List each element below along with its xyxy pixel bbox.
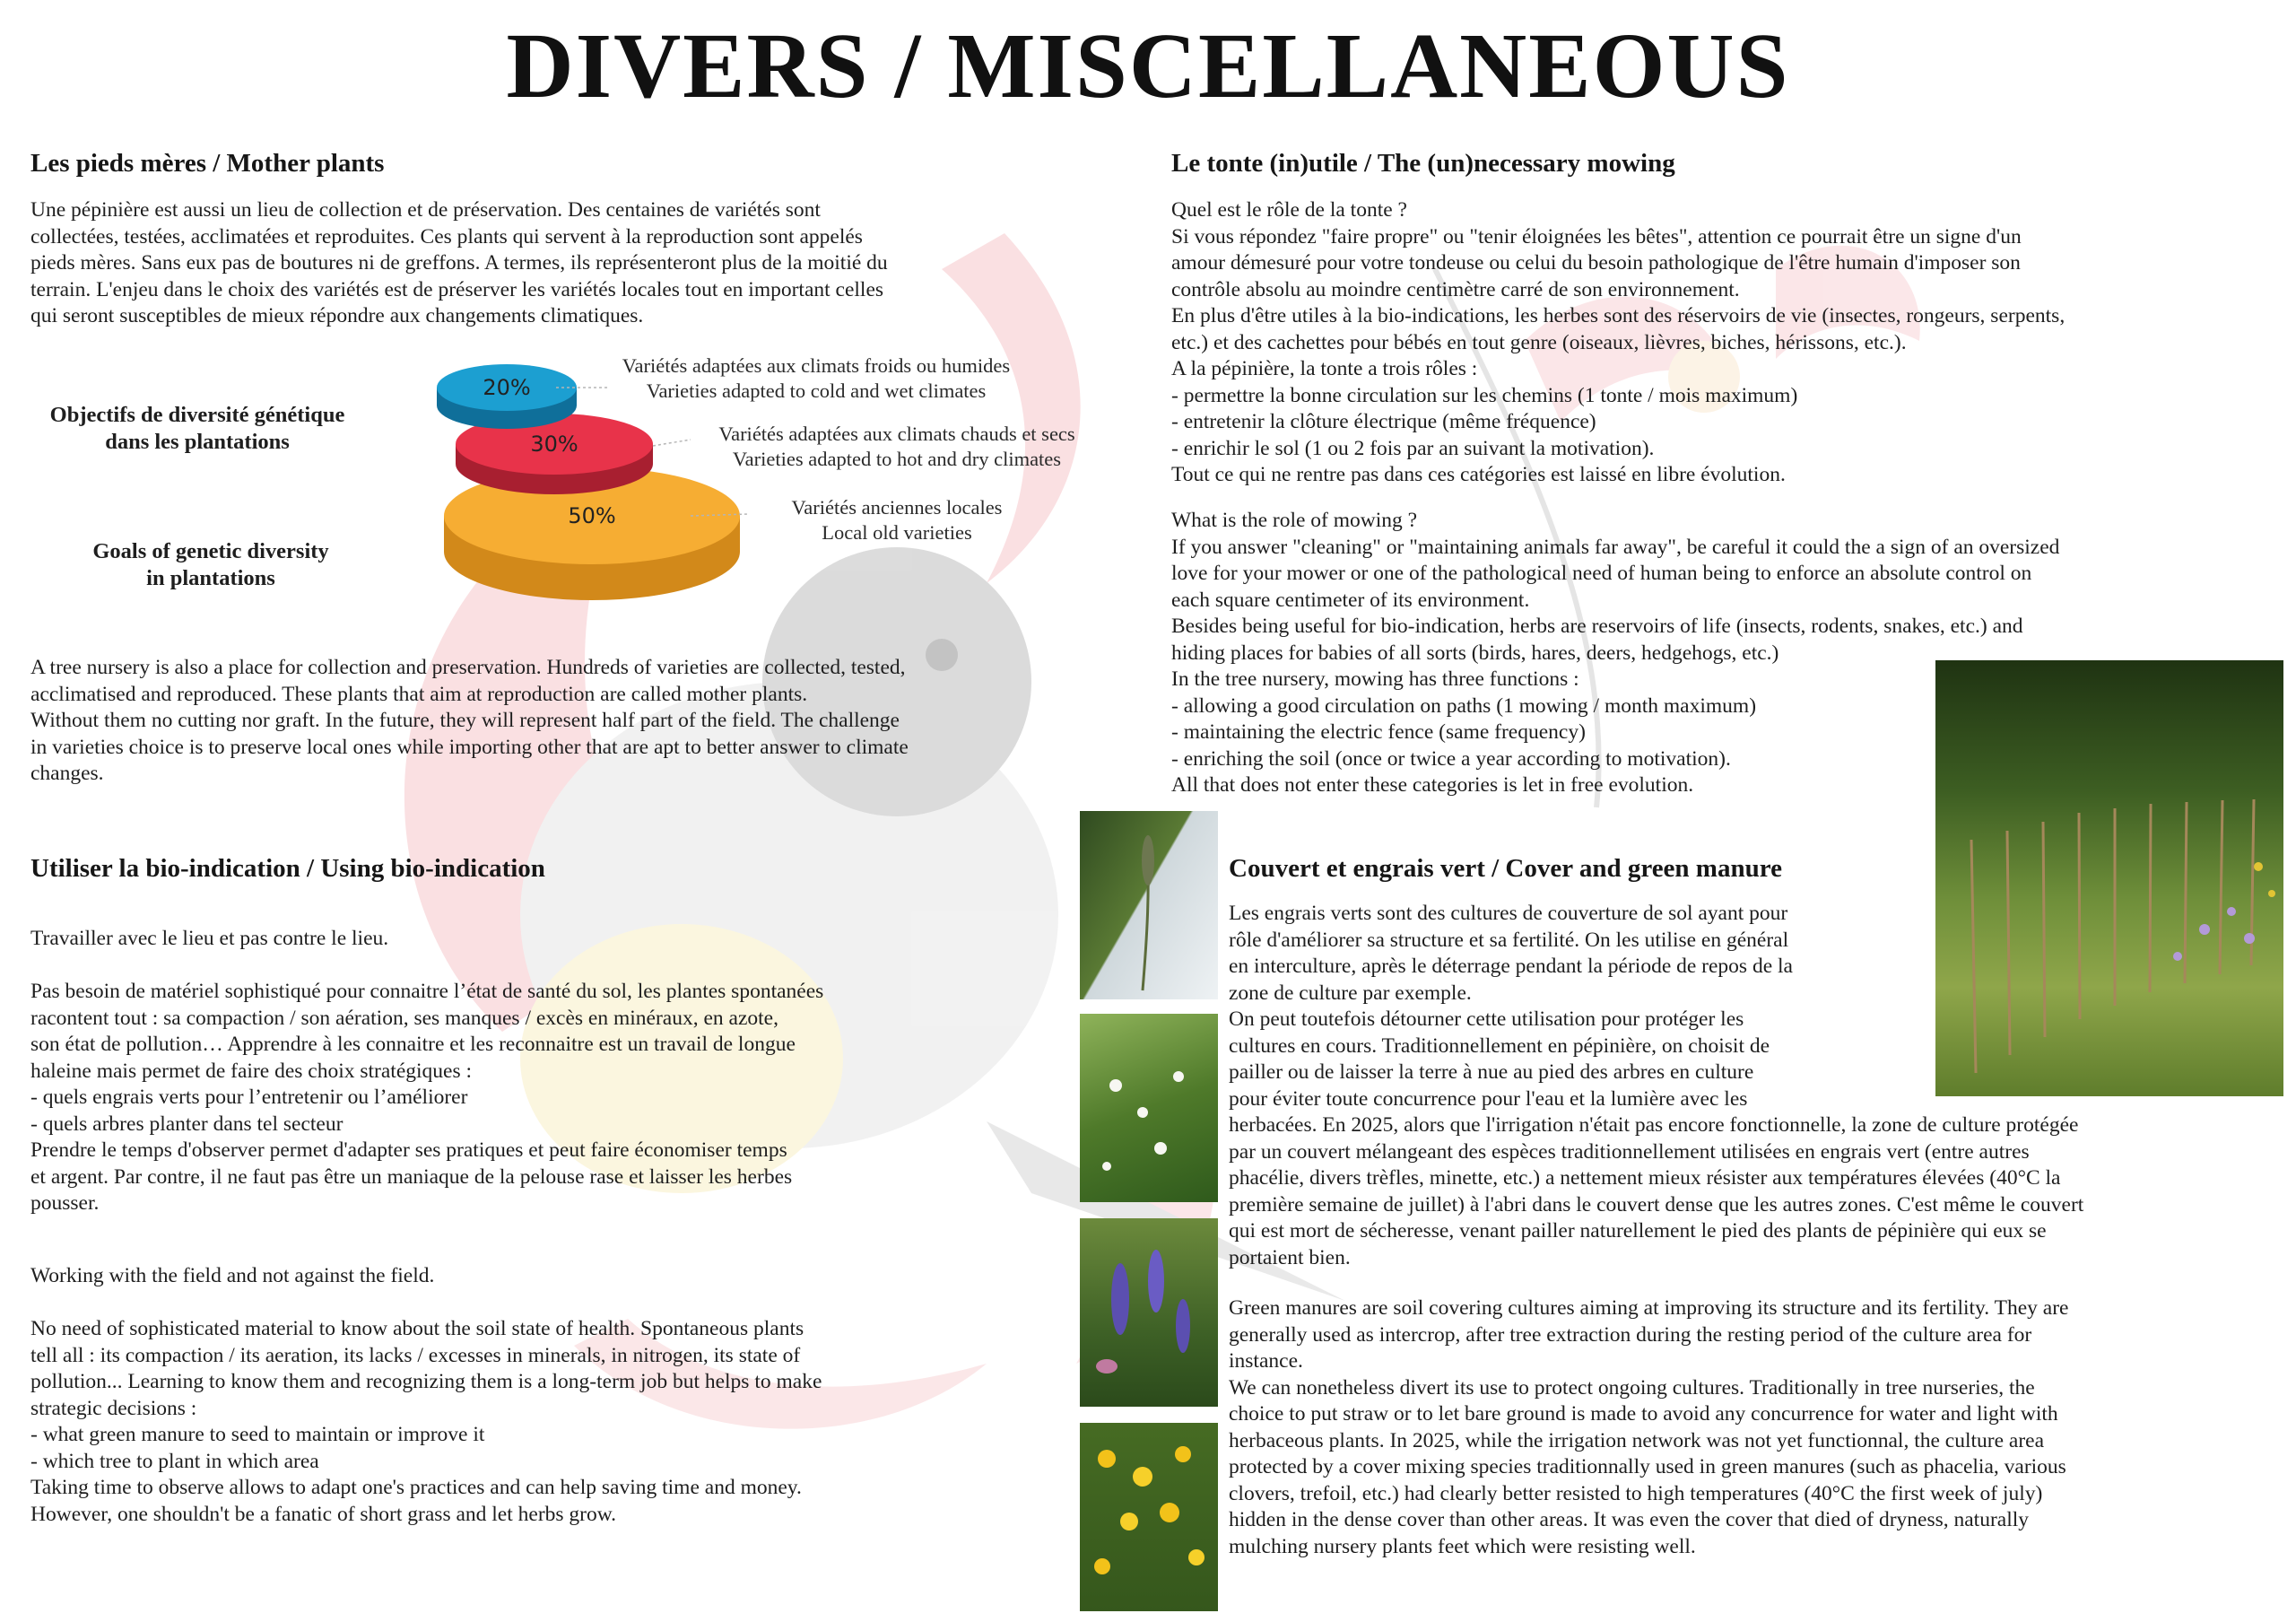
cover-heading: Couvert et engrais vert / Cover and green manure	[1229, 854, 1782, 883]
bioindication-fr-text: Travailler avec le lieu et pas contre le lieu. Pas besoin de matériel sophistiqué pour connaitre l’état de santé du sol, les plantes spontanées racontent tout : sa compaction / son aération, ses manques / excès en minéraux, en azote, son état de pollution… Apprendre à les connaitre et les reconnaitre est un travail de longue haleine mais permet de faire des choix stratégiques : - quels engrais verts pour l’entretenir ou l’améliorer - quels arbres planter dans tel secteur Prendre le temps d'observer permet d'adapter ses pratiques et peut faire économiser temps et argent. Par contre, il ne faut pas être un maniaque de la pelouse rase et laisser les herbes pousser.	[30, 927, 824, 1215]
photo-stake	[2007, 831, 2010, 1055]
photo-nursery-field	[1935, 660, 2283, 1096]
photo-yellow-flower	[1098, 1450, 1116, 1468]
mother-plants-heading: Les pieds mères / Mother plants	[30, 149, 385, 178]
photo-purple-spike	[1176, 1299, 1190, 1353]
photo-white-flower	[1154, 1142, 1167, 1155]
photo-stake	[2079, 813, 2080, 1019]
mowing-en-text: What is the role of mowing ? If you answer "cleaning" or "maintaining animals far away", be careful it could the a sign of an oversized love for your mower or one of the pathological need of human being to enforce an absolute control on each square centimeter of its environment. Besides being useful for bio-indication, herbs are reservoirs of life (insects, rodents, snakes, etc.) and hiding places for babies of all sorts (birds, hares, deers, hedgehogs, etc.) In the tree nursery, mowing has three functions : - allowing a good circulation on paths (1 mowing / month maximum) - maintaining the electric fence (same frequency) - enriching the soil (once or twice a year according to motivation). All that does not enter these categories is let in free evolution.	[1171, 509, 2060, 797]
chart-value-label-30: 30%	[530, 432, 578, 457]
photo-yellow-flower	[1094, 1558, 1110, 1574]
mowing-fr-text: Quel est le rôle de la tonte ? Si vous répondez "faire propre" ou "tenir éloignées les bêtes", attention ce pourrait être un signe d'un amour démesuré pour votre tondeuse ou celui du besoin pathologique de l'être humain d'imposer son contrôle absolu au moindre centimètre carré de son environnement. En plus d'être utiles à la bio-indications, les herbes sont des réservoirs de vie (insectes, rongeurs, serpents, etc.) et des cachettes pour bébés en tout genre (oiseaux, lièvres, biches, hérissons, etc.). A la pépinière, la tonte a trois rôles : - permettre la bonne circulation sur les chemins (1 tonte / mois maximum) - entretenir la clôture électrique (même fréquence) - enrichir le sol (1 ou 2 fois par an suivant la motivation). Tout ce qui ne rentre pas dans ces catégories est laissé en libre évolution.	[1171, 198, 2066, 486]
chart-legend-20: Variétés adaptées aux climats froids ou humides Varieties adapted to cold and wet climates	[622, 354, 1011, 402]
photo-white-flower	[1102, 1162, 1111, 1171]
photo-purple-sage	[1080, 1218, 1218, 1407]
photo-yellow-flower	[1160, 1503, 1179, 1522]
photo-purple-spike	[1148, 1250, 1164, 1312]
chart-legend-30: Variétés adaptées aux climats chauds et secs Varieties adapted to hot and dry climates	[718, 423, 1075, 470]
photo-yellow-flower	[1188, 1549, 1205, 1565]
mowing-heading: Le tonte (in)utile / The (un)necessary mowing	[1171, 149, 1675, 178]
bioindication-heading: Utiliser la bio-indication / Using bio-indication	[30, 854, 545, 883]
chart-title-fr: Objectifs de diversité génétique dans les plantations	[49, 403, 345, 454]
photo-stake	[2043, 822, 2045, 1037]
chart-disc-20	[437, 364, 577, 429]
photo-yellow-flowers	[1080, 1423, 1218, 1611]
page-title: DIVERS / MISCELLANEOUS	[506, 14, 1790, 118]
cover-fr-text-narrow: Les engrais verts sont des cultures de couverture de sol ayant pour rôle d'améliorer sa structure et sa fertilité. On les utilise en général en interculture, après le déterrage pendant la période de repos de la zone de culture par exemple. On peut toutefois détourner cette utilisation pour protéger les cultures en cours. Traditionnellement en pépinière, on choisit de pailler ou de laisser la terre à nue au pied des arbres en culture pour éviter toute concurrence pour l'eau et la lumière avec les	[1229, 902, 1793, 1111]
photo-white-flower	[1173, 1071, 1184, 1082]
photo-purple-blossom	[2199, 924, 2210, 935]
photo-yellow-flower	[1133, 1467, 1152, 1487]
photo-yellow-blossom	[2268, 890, 2275, 897]
photo-yellow-blossom	[2254, 862, 2263, 871]
cover-fr-text-wide: herbacées. En 2025, alors que l'irrigation n'était pas encore fonctionnelle, la zone de culture protégée par un couvert mélangeant des espèces traditionnellement utilisées en engrais vert (entre autres phacélie, divers trèfles, minette, etc.) a nettement mieux résister aux températures élevées (40°C la première semaine de juillet) à l'abri dans le couvert dense que les autres zones. C'est même le couvert qui est mort de sécheresse, venant pailler naturellement le pied des plants de pépinière qui eux se portaient bien.	[1229, 1113, 2084, 1269]
photo-purple-blossom	[2244, 933, 2255, 944]
mother-plants-en-text: A tree nursery is also a place for collection and preservation. Hundreds of varieties are collected, tested, acclimatised and reproduced. These plants that aim at reproduction are called mother plants. Without them no cutting nor graft. In the future, they will represent half part of the field. The challenge in varieties choice is to preserve local ones while importing other that are apt to better answer to climate changes.	[30, 656, 909, 785]
photo-white-flower	[1109, 1079, 1122, 1092]
photo-grass-specimen	[1080, 811, 1218, 999]
photo-pink-flower	[1096, 1359, 1118, 1373]
cover-en-text: Green manures are soil covering cultures aiming at improving its structure and its fertility. They are generally used as intercrop, after tree extraction during the resting period of the culture area for instance. We can nonetheless divert its use to protect ongoing cultures. Traditionally in tree nurseries, the choice to put straw or to let bare ground is made to avoid any concurrence for water and light with herbaceous plants. In 2025, while the irrigation network was not yet functionnal, the culture area protected by a cover mixing species traditionnally used in green manures (such as phacelia, various clovers, trefoil, etc.) had clearly better resisted to high temperatures (40°C the first week of july) hidden in the dense cover than other areas. It was even the cover that died of dryness, naturally mulching nursery plants feet which were resisting well.	[1229, 1296, 2069, 1558]
photo-purple-blossom	[2227, 907, 2236, 916]
photo-yellow-flower	[1120, 1513, 1138, 1530]
photo-purple-spike	[1111, 1263, 1129, 1335]
mother-plants-fr-text: Une pépinière est aussi un lieu de collection et de préservation. Des centaines de variétés sont collectées, testées, acclimatées et reproduites. Ces plants qui servent à la reproduction sont appelés pieds mères. Sans eux pas de boutures ni de greffons. A termes, ils représenteront plus de la moitié du terrain. L'enjeu dans le choix des variétés est de préserver les variétés locales tout en important celles qui seront susceptibles de mieux répondre aux changements climatiques.	[30, 198, 888, 327]
photo-grass-spike	[1142, 835, 1154, 885]
bioindication-en-text: Working with the field and not against the field. No need of sophisticated material to know about the soil state of health. Spontaneous plants tell all : its compaction / its aeration, its lacks / excesses in minerals, in nitrogen, its state of pollution... Learning to know them and recognizing them is a long-term job but helps to make strategic decisions : - what green manure to seed to maintain or improve it - which tree to plant in which area Taking time to observe allows to adapt one's practices and can help saving time and money. However, one shouldn't be a fanatic of short grass and let herbs grow.	[30, 1264, 822, 1526]
chart-legend-50: Variétés anciennes locales Local old varieties	[791, 496, 1003, 544]
photo-yellow-flower	[1175, 1446, 1191, 1462]
photo-stake	[2185, 802, 2187, 983]
chart-title-en: Goals of genetic diversity in plantations	[92, 539, 329, 590]
chart-value-label-50: 50%	[568, 503, 616, 528]
chart-value-label-20: 20%	[483, 375, 531, 400]
photo-white-flower	[1137, 1107, 1148, 1118]
photo-stake	[1971, 840, 1976, 1073]
photo-stake	[2220, 800, 2222, 974]
photo-white-flowers	[1080, 1014, 1218, 1202]
photo-purple-blossom	[2173, 952, 2182, 961]
photo-stake	[2150, 804, 2151, 992]
